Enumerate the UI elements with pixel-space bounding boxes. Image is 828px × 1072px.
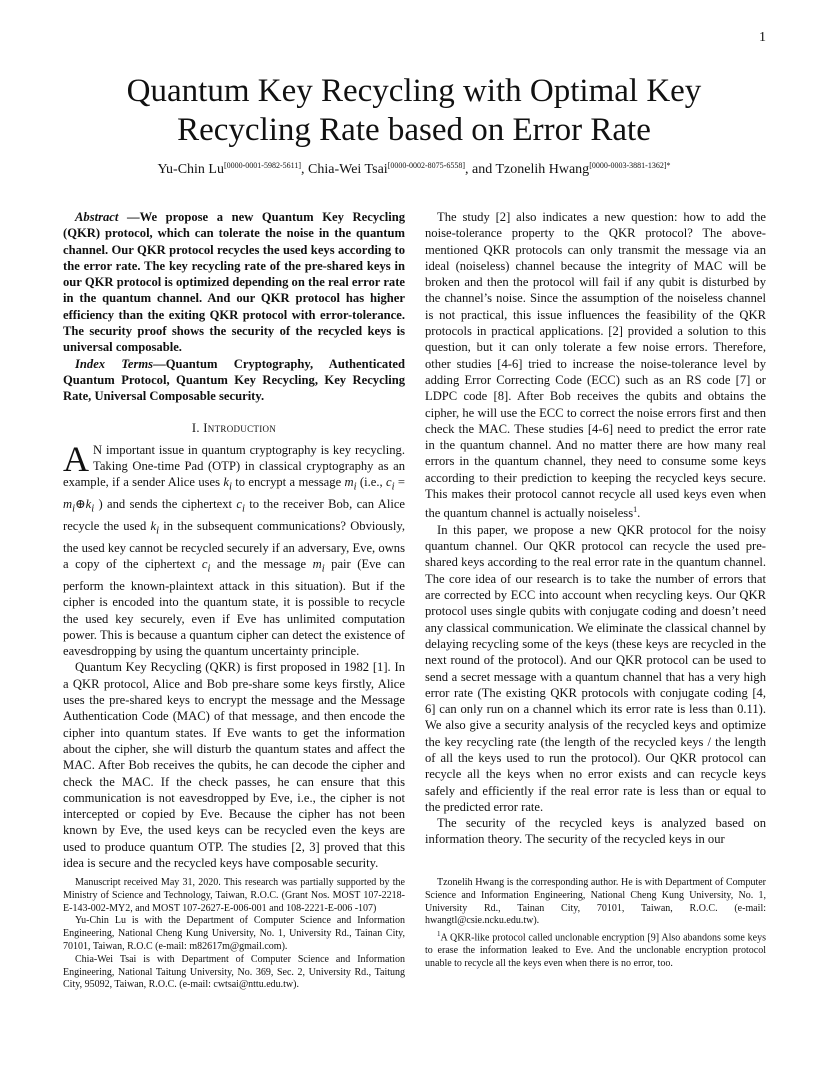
- abstract-label: Abstract: [75, 210, 119, 224]
- author-list: [60, 157, 768, 179]
- author-name: Tzonelih Hwang: [495, 162, 590, 177]
- body-paragraph: In this paper, we propose a new QKR protocol for the noisy quantum channel. Our QKR protocol can recycle the used pre-shared keys according to the real error rate in the quantum channel. The core idea of our research is to take the number of errors that are corrected by ECC into account when recycling keys. Our QKR protocol uses single qubits with conjugate coding and doesn’t need any classical communication. We eliminate the classical channel by delaying recycling some of the keys (these keys are recycled in the next round of the protocol). And our QKR protocol can be used to send a secret message with a quantum channel that has a very high error rate (The existing QKR protocols with conjugate coding [4, 6] can only run on a channel which its error rate is less than 0.11). We also give a security analysis of the recycled keys and optimize the key recycling rate (the length of the recycled keys / the length of all the keys used to run the protocol). Our QKR protocol can recycle all the keys when no error exists and can recycle keys safely and efficiently if the real error rate is less than or equal to the predicted error rate.: [425, 522, 766, 814]
- footnotes-right: [425, 877, 766, 971]
- footnote-1: $^1$A QKR-like protocol called unclonable encryption [9] Also abandons some keys to erase the information leaked to Eve. And the unclonable encryption protocol unable to recycle all the keys even when there is no error, too.: [425, 930, 766, 970]
- author-orcid: [0000-0002-8075-6558]: [387, 161, 466, 170]
- footnote-author-tsai: Chia-Wei Tsai is with Department of Computer Science and Information Engineering, National Taitung University, No. 369, Sec. 2, University Rd., Taitung City, 95092, Taiwan, R.O.C. (e-mail: cwtsai@nttu.edu.tw).: [63, 953, 405, 991]
- author-separator: ,: [301, 162, 308, 177]
- intro-paragraph-1: A N important issue in quantum cryptography is key recycling. Taking One-time Pad (OTP) in classical cryptography as an example, if a sender Alice uses $k_i$ to encrypt a message $m_i$ (i.e., $c_i$ = $m_i\oplus k_i$ ) and sends the ciphertext $c_i$ to the receiver Bob, can Alice recycle the used $k_i$ in the subsequent communications? Obviously, the used key cannot be recycled securely if an adversary, Eve, owns a copy of the ciphertext $c_i$ and the message $m_i$ pair (Eve can perform the known-plaintext attack in this situation). But if the cipher is encoded into the quantum state, it is possible to recycle the used key securely, even if Eve has unlimited computation power. This is because a quantum cipher can detect the existence of eavesdropping by using the quantum uncertainty principle.: [63, 438, 406, 659]
- index-terms-text: —Quantum Cryptography, Authenticated Quantum Protocol, Quantum Key Recycling, Key Recycling Rate, Universal Composable security.: [63, 356, 405, 404]
- left-column: [63, 209, 405, 871]
- abstract-text: —We propose a new Quantum Key Recycling (QKR) protocol, which can tolerate the noise in the quantum channel. Our QKR protocol recycles the used keys according to the error rate. The key recycling rate of the pre-shared keys in our QKR protocol is optimized depending on the real error rate in the quantum channel. And our QKR protocol has higher efficiency than the exiting QKR protocol with error-tolerance. The security proof shows the security of the recycled keys is universal composable.: [63, 210, 405, 355]
- author-name: Yu-Chin Lu: [157, 162, 224, 177]
- author-name: Chia-Wei Tsai: [308, 162, 388, 177]
- right-column: [425, 209, 766, 848]
- footnote-author-lu: Yu-Chin Lu is with the Department of Computer Science and Information Engineering, National Cheng Kung University, No. 1, University Rd., Tainan City, 70101, Taiwan, R.O.C (e-mail: m82617m@gmail.com).: [63, 915, 405, 952]
- page-number: 1: [759, 30, 766, 45]
- author-separator: , and: [465, 162, 496, 177]
- paper-title: [60, 72, 768, 150]
- intro-paragraph-2: Quantum Key Recycling (QKR) is first proposed in 1982 [1]. In a QKR protocol, Alice and Bob pre-share some keys firstly, Alice uses the pre-shared keys to encrypt the message and the Message Authentication Code (MAC) of that message, and then encode the cipher into quantum states. If Eve wants to get the information about the cipher, she will disturb the quantum states and affect the MAC. After Bob receives the qubits, he can decode the cipher and check the MAC. If the check passes, he can ensure that this communication is not eavesdropped by Eve, i.e., the cipher is not intercepted or copied by Eve. Because the cipher has not been known by Eve, the used keys can be recycled even the keys are used to produce quantum OTP. The studies [2, 3] proved that this idea is secure and the recycled keys have composable security.: [63, 660, 405, 871]
- section-heading-introduction: [63, 420, 405, 436]
- footnote-marker: 1: [633, 505, 638, 515]
- section-title: Introduction: [203, 420, 277, 435]
- title-line-1: Quantum Key Recycling with Optimal Key: [126, 73, 702, 109]
- index-terms: [63, 356, 405, 405]
- section-number: I.: [191, 420, 204, 435]
- footnote-author-hwang: Tzonelih Hwang is the corresponding author. He is with Department of Computer Science and Information Engineering, National Cheng Kung University, No. 1, University Rd., Tainan City, 70101, Taiwan, R.O.C. (e-mail: hwangtl@csie.ncku.edu.tw).: [425, 877, 766, 927]
- body-paragraph: The study [2] also indicates a new question: how to add the noise-tolerance property to the QKR protocol? The above-mentioned QKR protocols can only transmit the message via an ideal (noiseless) channel because the integrity of MAC will be broken and then the protocol will fail if any qubit is disturbed by the channel’s noise. Since the assumption of the noiseless channel is not practical, this issue influences the feasibility of the QKR protocols in practical applications. [2] provided a solution to this question, but it can only tolerate a few noise errors. Therefore, other studies [4-6] tried to increase the noise-tolerance level by adding Error Correcting Code (ECC) such as an RS code [7] or LDPC code [8]. After Bob receives the qubits and obtains the cipher, he will use the ECC to correct the noise errors first and then check the MAC. These studies [4-6] need to predict the error rate in the quantum channel. And no matter there are how many real errors in the quantum channel, they need to consume some keys according to their prediction to keeping the recycled keys secure. This makes their protocol cannot recycle all used keys even when the quantum channel is actually noiseless$^1$.: [425, 210, 766, 521]
- footnotes-left: [63, 877, 405, 992]
- body-paragraph: The security of the recycled keys is analyzed based on information theory. The security of the recycled keys in our: [425, 816, 766, 847]
- author-orcid: [0000-0003-3881-1362]*: [589, 161, 671, 170]
- footnote-marker: 1: [437, 930, 441, 939]
- abstract: [63, 209, 405, 356]
- drop-cap: A: [63, 438, 89, 479]
- author-orcid: [0000-0001-5982-5611]: [223, 161, 301, 170]
- footnote-manuscript: Manuscript received May 31, 2020. This research was partially supported by the Ministry of Science and Technology, Taiwan, R.O.C. (Grant Nos. MOST 107-2218-E-143-002-MY2, and MOST 107-2627-E-006-001 and 108-2221-E-006 -107): [63, 877, 405, 914]
- title-line-2: Recycling Rate based on Error Rate: [177, 112, 651, 148]
- index-terms-label: Index Terms: [75, 356, 154, 371]
